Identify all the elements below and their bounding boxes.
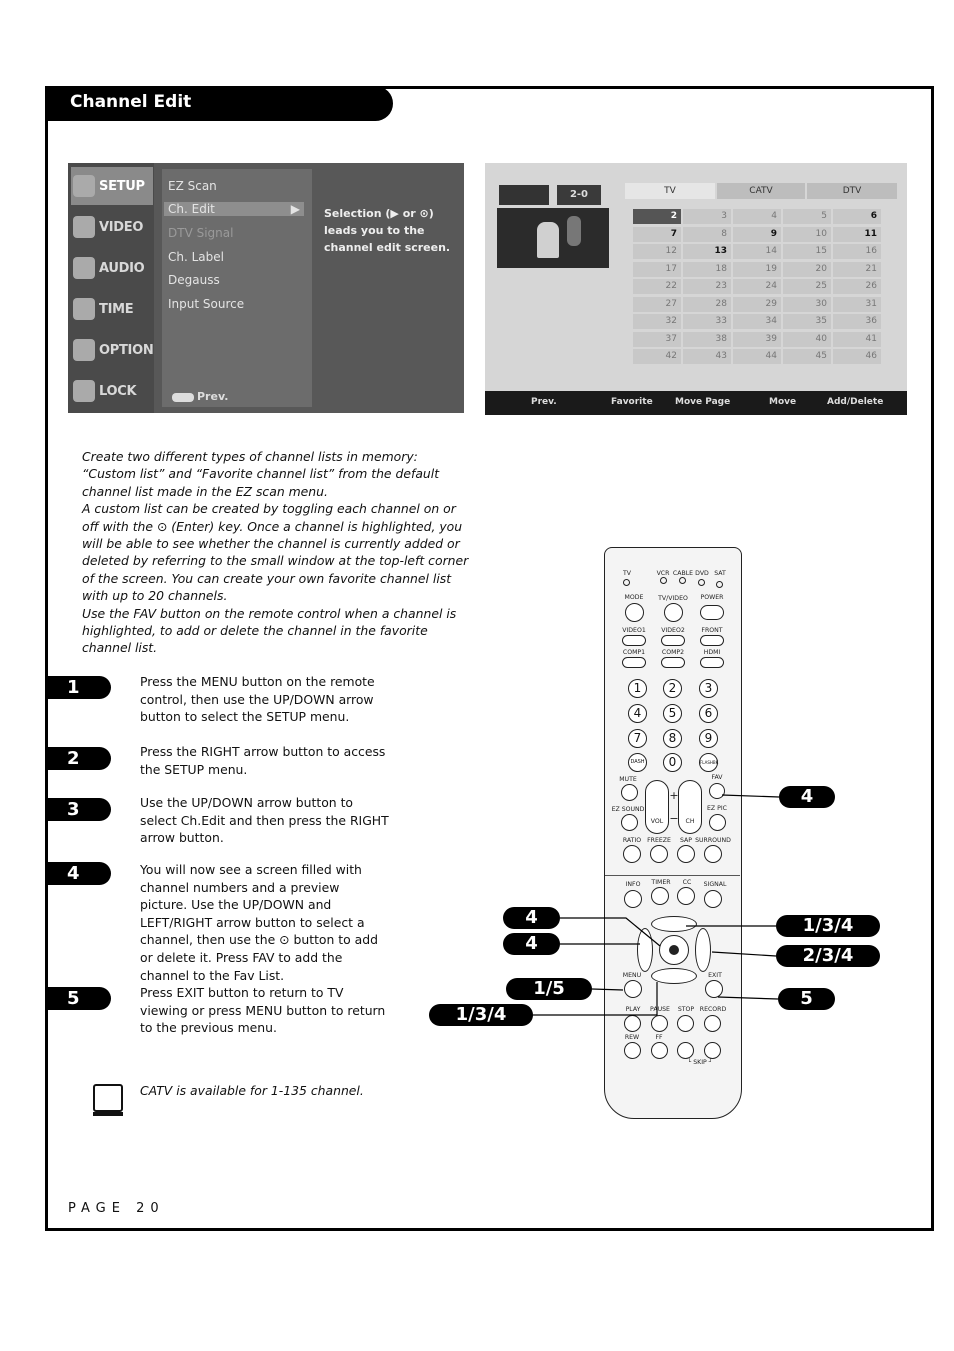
- side-item-option: OPTION: [71, 331, 153, 369]
- step-number: 2: [45, 747, 111, 770]
- stop-label: STOP: [677, 1006, 695, 1013]
- tv-video-button-label: TV/VIDEO: [658, 595, 688, 602]
- channel-cell: 39: [733, 332, 781, 347]
- channel-cell: 26: [833, 279, 881, 294]
- channel-cell: 30: [783, 297, 831, 312]
- channel-cell: 8: [683, 227, 731, 242]
- menu-item-ez-scan: EZ Scan: [168, 179, 217, 193]
- tab-dtv: DTV: [807, 183, 897, 199]
- freeze-label: FREEZE: [647, 837, 671, 844]
- step-text: Press the RIGHT arrow button to access the SETUP menu.: [140, 744, 386, 777]
- number-button-3[interactable]: 3: [699, 679, 718, 698]
- side-item-lock: LOCK: [71, 372, 153, 410]
- channel-cell: 20: [783, 262, 831, 277]
- step-text: You will now see a screen filled with channel numbers and a preview picture. Use the UP/DOWN and LEFT/RIGHT arrow button to select a channel, then use the ⊙ button to add or delete it. Press FAV to add the channel to the Fav List.: [140, 862, 379, 983]
- channel-cell: 15: [783, 244, 831, 259]
- channel-cell: 3: [683, 209, 731, 224]
- number-button-8[interactable]: 8: [663, 729, 682, 748]
- channel-cell: 46: [833, 349, 881, 364]
- number-button-4[interactable]: 4: [628, 704, 647, 723]
- fav-label: FAV: [711, 774, 723, 781]
- menu-description: Selection (▶ or ⊙) leads you to the channel edit screen.: [324, 207, 451, 254]
- menu-item-input-source: Input Source: [168, 297, 245, 311]
- side-item-audio: AUDIO: [71, 249, 153, 287]
- page-number: PAGE 20: [68, 1201, 165, 1216]
- right-arrow-icon: ▶: [290, 202, 300, 216]
- minus-sign: −: [669, 812, 679, 825]
- dash-button[interactable]: DASH: [628, 753, 647, 772]
- channel-cell: 42: [633, 349, 681, 364]
- channel-cell: 11: [833, 227, 881, 242]
- channel-cell: 31: [833, 297, 881, 312]
- callout-step: 1/3/4: [429, 1004, 533, 1026]
- number-button-1[interactable]: 1: [628, 679, 647, 698]
- comp1-label: COMP1: [622, 649, 646, 656]
- channel-cell: 21: [833, 262, 881, 277]
- menu-footer: Prev.: [172, 390, 228, 403]
- channel-cell: 33: [683, 314, 731, 329]
- mode-label-vcr: VCR: [656, 570, 670, 577]
- number-button-9[interactable]: 9: [699, 729, 718, 748]
- front-label: FRONT: [701, 627, 723, 634]
- video2-label: VIDEO2: [661, 627, 685, 634]
- menu-item-dtv-signal: DTV Signal: [168, 226, 234, 240]
- mode-button-label: MODE: [624, 594, 644, 601]
- channel-cell: 41: [833, 332, 881, 347]
- menu-item-degauss: Degauss: [168, 273, 220, 287]
- play-label: PLAY: [625, 1006, 641, 1013]
- pause-label: PAUSE: [650, 1006, 670, 1013]
- menu-label: MENU: [622, 972, 642, 979]
- channel-cell: 7: [633, 227, 681, 242]
- channel-cell: 34: [733, 314, 781, 329]
- callout-step: 4: [503, 907, 560, 929]
- channel-cell: 23: [683, 279, 731, 294]
- channel-cell: 29: [733, 297, 781, 312]
- channel-display: 2-0: [557, 185, 601, 205]
- tab-catv: CATV: [717, 183, 805, 199]
- hdmi-label: HDMI: [703, 649, 721, 656]
- channel-cell: 38: [683, 332, 731, 347]
- info-label: INFO: [625, 881, 641, 888]
- channel-cell: 28: [683, 297, 731, 312]
- channel-cell: 10: [783, 227, 831, 242]
- step-number: 3: [45, 798, 111, 821]
- channel-cell: 14: [733, 244, 781, 259]
- signal-label: SIGNAL: [703, 881, 727, 888]
- callout-step: 1/5: [506, 978, 592, 1000]
- ff-label: FF: [655, 1034, 663, 1041]
- step-text: Press EXIT button to return to TV viewing or press MENU button to return to the previous menu.: [140, 985, 386, 1036]
- mode-label-tv: TV: [622, 570, 632, 577]
- footer-move-page: Move Page: [675, 397, 731, 407]
- callout-step: 1/3/4: [776, 915, 880, 937]
- callout-step: 2/3/4: [776, 945, 880, 967]
- ez-sound-label: EZ SOUND: [611, 806, 645, 813]
- number-button-6[interactable]: 6: [699, 704, 718, 723]
- rew-label: REW: [624, 1034, 640, 1041]
- cc-label: CC: [682, 879, 692, 886]
- channel-cell: 4: [733, 209, 781, 224]
- callout-step: 4: [779, 786, 835, 808]
- video1-label: VIDEO1: [622, 627, 646, 634]
- step-text: Use the UP/DOWN arrow button to select Ch.Edit and then press the RIGHT arrow button.: [140, 795, 389, 846]
- side-item-time: TIME: [71, 290, 153, 328]
- channel-cell: 6: [833, 209, 881, 224]
- side-item-setup: SETUP: [71, 167, 153, 205]
- channel-cell: 9: [733, 227, 781, 242]
- timer-label: TIMER: [651, 879, 671, 886]
- channel-cell: 43: [683, 349, 731, 364]
- menu-item-ch-edit: Ch. Edit ▶: [164, 202, 304, 216]
- channel-cell: 35: [783, 314, 831, 329]
- number-button-2[interactable]: 2: [663, 679, 682, 698]
- channel-cell: 2: [633, 209, 681, 224]
- record-label: RECORD: [699, 1006, 727, 1013]
- channel-cell: 37: [633, 332, 681, 347]
- exit-label: EXIT: [708, 972, 722, 979]
- number-button-0[interactable]: 0: [663, 753, 682, 772]
- menu-item-ch-label: Ch. Label: [168, 250, 224, 264]
- step-number: 4: [45, 862, 111, 885]
- mute-label: MUTE: [619, 776, 637, 783]
- power-button-label: POWER: [700, 594, 724, 601]
- channel-cell: 12: [633, 244, 681, 259]
- channel-cell: 32: [633, 314, 681, 329]
- callout-step: 4: [503, 933, 560, 955]
- flashback-button[interactable]: FLASHBK: [699, 753, 718, 772]
- mode-label-cable: CABLE: [672, 570, 694, 577]
- channel-cell: 44: [733, 349, 781, 364]
- channel-cell: 36: [833, 314, 881, 329]
- tab-tv: TV: [625, 183, 715, 199]
- skip-label: └ SKIP ┘: [687, 1059, 713, 1066]
- intro-paragraph: Create two different types of channel lists in memory: “Custom list” and “Favorite channel list” from the default channel list made in the EZ scan menu.: [82, 449, 440, 499]
- ez-pic-label: EZ PIC: [707, 805, 727, 812]
- step-text: Press the MENU button on the remote control, then use the UP/DOWN arrow button to select the SETUP menu.: [140, 674, 375, 725]
- intro-paragraph: A custom list can be created by toggling each channel on or off with the ⊙ (Enter) key. Once a channel is highlighted, you will be able to see whether the channel is currently added or deleted by referring to the small window at the top-left corner of the screen. You can create your own favorite channel list with up to 20 channels.: [82, 501, 469, 604]
- callout-step: 5: [778, 988, 835, 1010]
- channel-cell: 45: [783, 349, 831, 364]
- sap-label: SAP: [679, 837, 693, 844]
- footer-add-delete: Add/Delete: [827, 397, 884, 407]
- channel-cell: 22: [633, 279, 681, 294]
- vol-label: VOL: [650, 818, 664, 825]
- channel-cell: 16: [833, 244, 881, 259]
- channel-cell: 17: [633, 262, 681, 277]
- footer-move: Move: [769, 397, 797, 407]
- comp2-label: COMP2: [661, 649, 685, 656]
- step-number: 5: [45, 987, 111, 1010]
- page-title: Channel Edit: [45, 86, 393, 121]
- plus-sign: +: [669, 789, 679, 802]
- note-text: CATV is available for 1-135 channel.: [140, 1083, 364, 1098]
- number-button-5[interactable]: 5: [663, 704, 682, 723]
- intro-paragraph: Use the FAV button on the remote control when a channel is highlighted, to add or delete the channel in the favorite channel list.: [82, 605, 457, 656]
- ratio-label: RATIO: [622, 837, 642, 844]
- number-button-7[interactable]: 7: [628, 729, 647, 748]
- channel-cell: 24: [733, 279, 781, 294]
- step-number: 1: [45, 676, 111, 699]
- footer-favorite: Favorite: [611, 397, 653, 407]
- channel-cell: 13: [683, 244, 731, 259]
- surround-label: SURROUND: [695, 837, 731, 844]
- channel-cell: 19: [733, 262, 781, 277]
- footer-prev: Prev.: [531, 397, 557, 407]
- mode-label-dvd: DVD: [695, 570, 709, 577]
- channel-cell: 25: [783, 279, 831, 294]
- channel-cell: 18: [683, 262, 731, 277]
- channel-cell: 5: [783, 209, 831, 224]
- side-item-video: VIDEO: [71, 208, 153, 246]
- mode-label-sat: SAT: [714, 570, 726, 577]
- ch-label: CH: [685, 818, 695, 825]
- channel-cell: 40: [783, 332, 831, 347]
- channel-cell: 27: [633, 297, 681, 312]
